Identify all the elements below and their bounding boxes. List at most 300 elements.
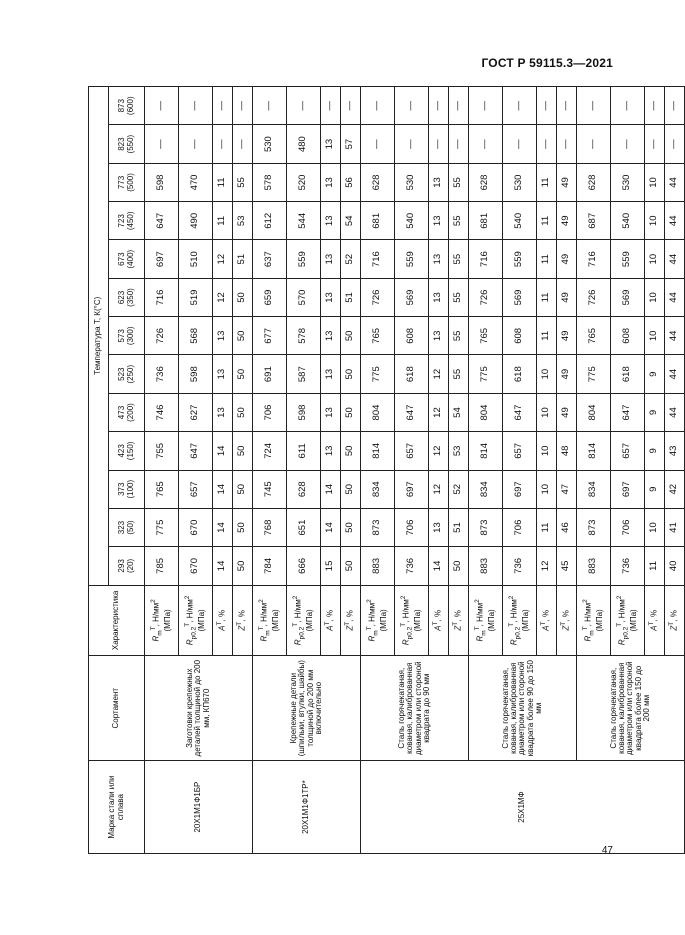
value-cell: 51 xyxy=(449,508,469,546)
value-cell: 10 xyxy=(645,278,665,316)
value-cell: 568 xyxy=(179,317,213,355)
prop-symbol: R xyxy=(293,639,303,646)
value-cell: 716 xyxy=(577,240,611,278)
value-cell: 677 xyxy=(253,317,287,355)
temp-celsius: (20) xyxy=(125,558,135,574)
temp-header-723 xyxy=(109,202,145,240)
value-cell: 618 xyxy=(395,355,429,393)
value-cell: 50 xyxy=(233,470,253,508)
prop-subscript: m xyxy=(372,630,380,636)
prop-rp02 xyxy=(503,585,537,656)
prop-symbol: Z xyxy=(670,625,680,631)
table-row xyxy=(361,87,395,854)
page-number: 47 xyxy=(601,845,613,856)
value-cell: 14 xyxy=(429,547,449,585)
value-cell: 52 xyxy=(449,470,469,508)
value-cell: 13 xyxy=(321,163,341,201)
grade-cell: 25Х1МФ xyxy=(361,761,685,854)
temp-celsius: (50) xyxy=(125,520,135,535)
value-cell: 578 xyxy=(287,317,321,355)
prop-symbol: R xyxy=(401,639,411,646)
value-cell: 608 xyxy=(395,317,429,355)
value-cell: 706 xyxy=(611,508,645,546)
value-cell: 13 xyxy=(213,393,233,431)
value-cell: 11 xyxy=(537,508,557,546)
value-cell: 50 xyxy=(341,508,361,546)
value-cell: 11 xyxy=(537,240,557,278)
value-cell: 559 xyxy=(611,240,645,278)
value-cell: 873 xyxy=(469,508,503,546)
prop-unit: , Н/мм xyxy=(583,602,593,627)
value-cell: — xyxy=(395,125,429,163)
document-header: ГОСТ Р 59115.3—2021 xyxy=(481,56,613,70)
value-cell: 647 xyxy=(611,393,645,431)
value-cell: 11 xyxy=(537,163,557,201)
prop-subscript: m xyxy=(480,630,488,636)
prop-subscript: m xyxy=(588,630,596,636)
rotated-table-frame xyxy=(88,86,680,854)
value-cell: 697 xyxy=(611,470,645,508)
prop-superscript: T xyxy=(507,622,515,627)
prop-z xyxy=(557,585,577,656)
prop-subscript: p0,2 xyxy=(298,626,306,640)
value-cell: 13 xyxy=(429,508,449,546)
value-cell: 49 xyxy=(557,240,577,278)
value-cell: 14 xyxy=(321,508,341,546)
value-cell: 50 xyxy=(233,278,253,316)
prop-superscript: T xyxy=(216,621,224,626)
value-cell: — xyxy=(341,87,361,125)
value-cell: 697 xyxy=(145,240,179,278)
prop-symbol: R xyxy=(151,635,161,642)
temp-celsius: (500) xyxy=(125,173,135,192)
temp-kelvin: 373 xyxy=(117,482,127,496)
value-cell: 834 xyxy=(361,470,395,508)
value-cell: 14 xyxy=(321,470,341,508)
value-cell: 540 xyxy=(611,202,645,240)
value-cell: 13 xyxy=(321,278,341,316)
value-cell: 724 xyxy=(253,432,287,470)
value-cell: 628 xyxy=(361,163,395,201)
temp-celsius: (550) xyxy=(125,134,135,154)
value-cell: 873 xyxy=(577,508,611,546)
value-cell: 726 xyxy=(469,278,503,316)
prop-superscript: T xyxy=(615,622,623,627)
prop-rp02 xyxy=(287,585,321,656)
prop-unit-mpa: (МПа) xyxy=(486,609,496,632)
prop-unit-mpa: (МПа) xyxy=(304,609,314,632)
temp-kelvin: 523 xyxy=(117,367,127,381)
value-cell: 50 xyxy=(233,393,253,431)
temp-header-673 xyxy=(109,240,145,278)
temp-celsius: (150) xyxy=(125,441,135,461)
prop-symbol: Z xyxy=(454,625,464,631)
value-cell: 647 xyxy=(145,202,179,240)
value-cell: 49 xyxy=(557,202,577,240)
value-cell: 50 xyxy=(449,547,469,585)
prop-superscript: T xyxy=(452,621,460,626)
value-cell: — xyxy=(361,87,395,125)
prop-rm xyxy=(145,585,179,656)
assortment-cell: Крепежные детали (шпильки, втулки, шайбы) толщиной до 200 мм включительно xyxy=(253,656,361,761)
value-cell: 55 xyxy=(233,163,253,201)
temp-kelvin: 873 xyxy=(117,99,127,113)
value-cell: 13 xyxy=(321,202,341,240)
prop-unit-power: 2 xyxy=(291,595,299,600)
value-cell: 647 xyxy=(179,432,213,470)
value-cell: 569 xyxy=(611,278,645,316)
value-cell: 50 xyxy=(233,317,253,355)
value-cell: 13 xyxy=(429,278,449,316)
value-cell: 55 xyxy=(449,278,469,316)
table-row xyxy=(145,87,179,854)
grade-cell: 20Х1М1Ф1ТР* xyxy=(253,761,361,854)
value-cell: 10 xyxy=(645,163,665,201)
value-cell: 814 xyxy=(577,432,611,470)
value-cell: 540 xyxy=(503,202,537,240)
value-cell: 804 xyxy=(577,393,611,431)
value-cell: 578 xyxy=(253,163,287,201)
value-cell: 768 xyxy=(253,508,287,546)
value-cell: — xyxy=(145,87,179,125)
value-cell: 775 xyxy=(145,508,179,546)
value-cell: 530 xyxy=(253,125,287,163)
prop-a xyxy=(321,585,341,656)
value-cell: 834 xyxy=(469,470,503,508)
header-property: Характеристика xyxy=(89,585,145,656)
value-cell: 755 xyxy=(145,432,179,470)
value-cell: 716 xyxy=(145,278,179,316)
value-cell: 40 xyxy=(665,547,685,585)
value-cell: 706 xyxy=(253,393,287,431)
value-cell: 50 xyxy=(233,547,253,585)
value-cell: — xyxy=(429,87,449,125)
prop-symbol: R xyxy=(509,639,519,646)
value-cell: 55 xyxy=(449,202,469,240)
prop-symbol: R xyxy=(367,635,377,642)
value-cell: 745 xyxy=(253,470,287,508)
value-cell: — xyxy=(429,125,449,163)
temp-celsius: (450) xyxy=(125,211,135,231)
value-cell: 13 xyxy=(321,240,341,278)
value-cell: 12 xyxy=(537,547,557,585)
value-cell: — xyxy=(611,87,645,125)
value-cell: — xyxy=(233,125,253,163)
value-cell: 53 xyxy=(233,202,253,240)
value-cell: 48 xyxy=(557,432,577,470)
value-cell: 47 xyxy=(557,470,577,508)
properties-table xyxy=(88,86,685,854)
temp-kelvin: 673 xyxy=(117,252,127,266)
assortment-cell: Сталь горячекатаная, кованая, калиброванная диаметром или стороной квадрата до 90 мм xyxy=(361,656,469,761)
value-cell: 716 xyxy=(469,240,503,278)
value-cell: 12 xyxy=(429,432,449,470)
value-cell: 13 xyxy=(429,163,449,201)
value-cell: 9 xyxy=(645,470,665,508)
temp-celsius: (100) xyxy=(125,479,135,499)
value-cell: 559 xyxy=(395,240,429,278)
prop-unit-mpa: (МПа) xyxy=(628,609,638,632)
prop-superscript: T xyxy=(540,621,548,626)
value-cell: 883 xyxy=(361,547,395,585)
value-cell: 647 xyxy=(395,393,429,431)
value-cell: — xyxy=(665,87,685,125)
prop-a xyxy=(645,585,665,656)
value-cell: 618 xyxy=(503,355,537,393)
prop-symbol: R xyxy=(475,635,485,642)
value-cell: 42 xyxy=(665,470,685,508)
value-cell: 55 xyxy=(449,317,469,355)
prop-unit: , % xyxy=(238,610,248,622)
prop-subscript: m xyxy=(264,630,272,636)
value-cell: 51 xyxy=(233,240,253,278)
value-cell: 44 xyxy=(665,317,685,355)
value-cell: 14 xyxy=(213,470,233,508)
prop-unit-power: 2 xyxy=(365,599,373,603)
prop-unit: , Н/мм xyxy=(401,599,411,623)
value-cell: 44 xyxy=(665,393,685,431)
grade-cell: 20Х1М1Ф1БР xyxy=(145,761,253,854)
value-cell: 746 xyxy=(145,393,179,431)
value-cell: 53 xyxy=(449,432,469,470)
value-cell: 49 xyxy=(557,163,577,201)
value-cell: 775 xyxy=(469,355,503,393)
prop-symbol: Z xyxy=(562,625,572,631)
value-cell: 628 xyxy=(469,163,503,201)
prop-a xyxy=(429,585,449,656)
prop-superscript: T xyxy=(365,626,373,631)
value-cell: — xyxy=(145,125,179,163)
prop-superscript: T xyxy=(560,621,568,626)
value-cell: 50 xyxy=(341,393,361,431)
value-cell: 50 xyxy=(233,508,253,546)
value-cell: 612 xyxy=(253,202,287,240)
temp-header-573 xyxy=(109,317,145,355)
prop-unit-power: 2 xyxy=(149,599,157,603)
prop-subscript: p0,2 xyxy=(190,626,198,640)
value-cell: — xyxy=(577,87,611,125)
value-cell: 490 xyxy=(179,202,213,240)
prop-unit-power: 2 xyxy=(581,599,589,603)
prop-superscript: T xyxy=(324,621,332,626)
prop-z xyxy=(665,585,685,656)
prop-rp02 xyxy=(179,585,213,656)
prop-z xyxy=(449,585,469,656)
value-cell: 470 xyxy=(179,163,213,201)
value-cell: 627 xyxy=(179,393,213,431)
table-row xyxy=(469,87,503,854)
temp-kelvin: 773 xyxy=(117,175,127,190)
temp-header-823 xyxy=(109,125,145,163)
temp-header-773 xyxy=(109,163,145,201)
value-cell: 49 xyxy=(557,278,577,316)
value-cell: — xyxy=(665,125,685,163)
value-cell: — xyxy=(469,87,503,125)
value-cell: 10 xyxy=(537,393,557,431)
value-cell: 687 xyxy=(577,202,611,240)
value-cell: — xyxy=(557,87,577,125)
value-cell: 520 xyxy=(287,163,321,201)
prop-symbol: R xyxy=(185,639,195,646)
value-cell: 13 xyxy=(321,393,341,431)
prop-symbol: A xyxy=(650,625,660,631)
value-cell: 883 xyxy=(469,547,503,585)
value-cell: 44 xyxy=(665,355,685,393)
value-cell: 530 xyxy=(611,163,645,201)
temp-kelvin: 323 xyxy=(117,520,127,535)
value-cell: 726 xyxy=(577,278,611,316)
prop-superscript: T xyxy=(291,622,299,627)
value-cell: 41 xyxy=(665,508,685,546)
value-cell: 598 xyxy=(145,163,179,201)
prop-unit: , Н/мм xyxy=(617,599,627,623)
value-cell: 736 xyxy=(395,547,429,585)
prop-superscript: T xyxy=(236,621,244,626)
temp-header-523 xyxy=(109,355,145,393)
value-cell: 10 xyxy=(645,317,665,355)
prop-unit: , % xyxy=(670,610,680,622)
value-cell: 50 xyxy=(341,470,361,508)
prop-a xyxy=(213,585,233,656)
value-cell: 681 xyxy=(469,202,503,240)
value-cell: 50 xyxy=(341,317,361,355)
value-cell: 873 xyxy=(361,508,395,546)
value-cell: 834 xyxy=(577,470,611,508)
prop-unit: , % xyxy=(542,609,552,622)
value-cell: 657 xyxy=(395,432,429,470)
value-cell: — xyxy=(577,125,611,163)
value-cell: 57 xyxy=(341,125,361,163)
value-cell: 706 xyxy=(395,508,429,546)
value-cell: 51 xyxy=(341,278,361,316)
prop-unit-power: 2 xyxy=(473,599,481,603)
value-cell: 50 xyxy=(233,432,253,470)
value-cell: 55 xyxy=(449,240,469,278)
value-cell: 12 xyxy=(213,240,233,278)
value-cell: 785 xyxy=(145,547,179,585)
value-cell: 618 xyxy=(611,355,645,393)
value-cell: 45 xyxy=(557,547,577,585)
value-cell: 44 xyxy=(665,240,685,278)
temp-celsius: (300) xyxy=(125,326,135,346)
value-cell: 736 xyxy=(145,355,179,393)
prop-unit: , Н/мм xyxy=(151,602,161,627)
value-cell: 9 xyxy=(645,355,665,393)
value-cell: 666 xyxy=(287,547,321,585)
prop-symbol: R xyxy=(259,635,269,642)
value-cell: 736 xyxy=(503,547,537,585)
prop-unit: , % xyxy=(434,609,444,622)
prop-symbol: R xyxy=(617,639,627,646)
value-cell: — xyxy=(537,87,557,125)
prop-unit-mpa: (МПа) xyxy=(520,609,530,632)
value-cell: 11 xyxy=(537,278,557,316)
value-cell: — xyxy=(213,87,233,125)
temp-kelvin: 293 xyxy=(117,559,127,573)
prop-a xyxy=(537,585,557,656)
value-cell: 480 xyxy=(287,125,321,163)
prop-symbol: A xyxy=(434,625,444,631)
value-cell: 598 xyxy=(287,393,321,431)
table-row xyxy=(253,87,287,854)
prop-unit: , Н/мм xyxy=(259,602,269,627)
prop-unit: , Н/мм xyxy=(293,599,303,623)
value-cell: 628 xyxy=(577,163,611,201)
value-cell: 50 xyxy=(341,432,361,470)
value-cell: 14 xyxy=(213,547,233,585)
prop-superscript: T xyxy=(149,626,157,631)
prop-unit: , % xyxy=(326,609,336,622)
temp-kelvin: 623 xyxy=(117,290,127,305)
prop-subscript: m xyxy=(156,630,164,636)
value-cell: 611 xyxy=(287,432,321,470)
prop-z xyxy=(233,585,253,656)
value-cell: — xyxy=(537,125,557,163)
prop-rm xyxy=(469,585,503,656)
prop-unit: , % xyxy=(218,609,228,622)
value-cell: 540 xyxy=(395,202,429,240)
temp-celsius: (250) xyxy=(125,364,135,384)
prop-symbol: A xyxy=(218,625,228,631)
value-cell: 11 xyxy=(537,317,557,355)
prop-superscript: T xyxy=(648,621,656,626)
temp-header-323 xyxy=(109,508,145,546)
value-cell: — xyxy=(645,125,665,163)
value-cell: 10 xyxy=(645,508,665,546)
value-cell: 9 xyxy=(645,393,665,431)
value-cell: — xyxy=(557,125,577,163)
prop-superscript: T xyxy=(257,626,265,631)
value-cell: — xyxy=(449,87,469,125)
temp-celsius: (200) xyxy=(125,403,135,422)
table-row xyxy=(577,87,611,854)
prop-rm xyxy=(253,585,287,656)
value-cell: 13 xyxy=(213,355,233,393)
prop-symbol: Z xyxy=(346,625,356,631)
value-cell: 784 xyxy=(253,547,287,585)
value-cell: 765 xyxy=(577,317,611,355)
prop-unit-power: 2 xyxy=(257,599,265,603)
prop-unit-mpa: (МПа) xyxy=(270,609,280,632)
value-cell: 11 xyxy=(645,547,665,585)
prop-symbol: R xyxy=(583,635,593,642)
value-cell: 10 xyxy=(537,470,557,508)
value-cell: — xyxy=(213,125,233,163)
value-cell: 726 xyxy=(145,317,179,355)
value-cell: 54 xyxy=(449,393,469,431)
value-cell: 608 xyxy=(611,317,645,355)
value-cell: 647 xyxy=(503,393,537,431)
value-cell: 804 xyxy=(469,393,503,431)
value-cell: 49 xyxy=(557,393,577,431)
value-cell: — xyxy=(233,87,253,125)
value-cell: 13 xyxy=(429,202,449,240)
value-cell: 12 xyxy=(429,470,449,508)
value-cell: 765 xyxy=(145,470,179,508)
prop-superscript: T xyxy=(344,621,352,626)
prop-rp02 xyxy=(611,585,645,656)
value-cell: 13 xyxy=(321,355,341,393)
prop-unit: , % xyxy=(346,610,356,622)
prop-superscript: T xyxy=(473,626,481,631)
value-cell: 13 xyxy=(321,317,341,355)
value-cell: 14 xyxy=(213,508,233,546)
value-cell: 569 xyxy=(503,278,537,316)
value-cell: 13 xyxy=(429,240,449,278)
prop-unit: , Н/мм xyxy=(509,599,519,623)
assortment-cell: Заготовки крепежных деталей толщиной до 200 мм, КП670 xyxy=(145,656,253,761)
temp-header-423 xyxy=(109,432,145,470)
